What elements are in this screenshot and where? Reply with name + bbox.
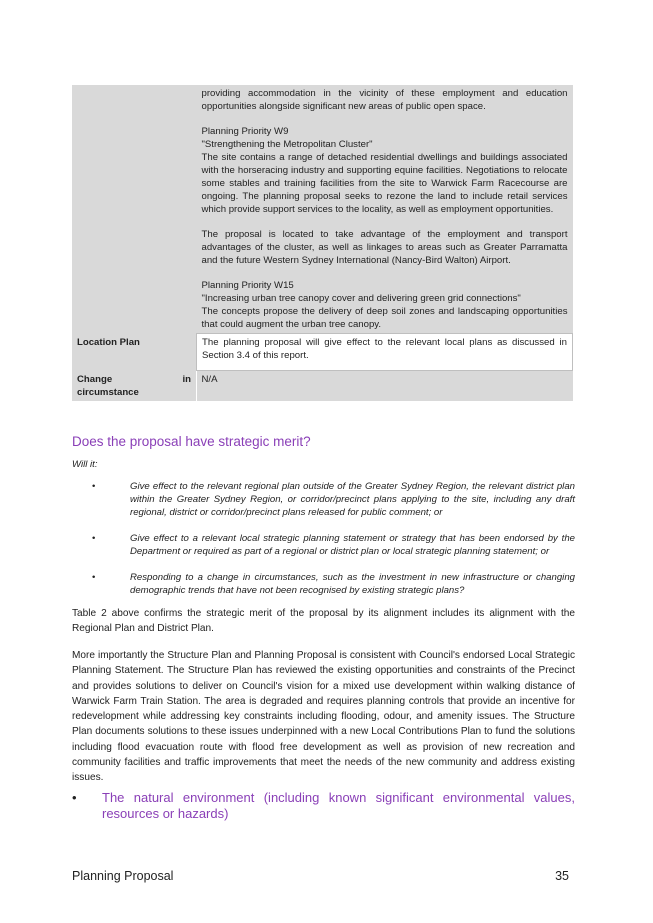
criteria-list [72,480,575,610]
bullet-symbol: • [92,533,96,544]
table-row [72,85,573,334]
row-label-change-in-circumstance [72,371,196,401]
body-paragraph: More importantly the Structure Plan and Planning Proposal is consistent with Council's endorsed Local Strategic Planning Statement. The Structure Plan has reviewed the existing opportunities and constraints of the Precinct and provides solutions to deliver on Council's vision for a mixed use development within walking distance of Warwick Farm Train Station. The area is degraded and requires planning controls that provide an incentive for redevelopment while addressing key constraints including flooding, odour, and amenity issues. The Structure Plan documents solutions to these issues underpinned with a new Local Contributions Plan to fund the solutions including flood evacuation route with flood free development as well as provision of new recreation and community facilities and traffic improvements that meet the needs of the new community and address existing issues. [72,650,575,784]
table-paragraph [202,87,568,113]
label-word: Change [77,373,113,385]
bullet-symbol: • [92,572,96,583]
paragraph-text: The concepts propose the delivery of deep soil zones and landscaping opportunities that could augment the urban tree canopy. [201,306,568,330]
row-content: N/A [197,371,573,401]
paragraph-text: The site contains a range of detached residential dwellings and buildings associated with the horseracing industry and supporting equine facilities. Negotiations to relocate some stables and training facilities from the site to Warwick Farm Racecourse are ongoing. The planning proposal seeks to rezone the land to include retail services which provide support services to the locality, as well as employment opportunities. [201,152,568,215]
priority-subtitle: "Increasing urban tree canopy cover and delivering green grid connections" [201,293,521,304]
table-row [72,334,573,371]
bullet-symbol: • [92,481,96,492]
page-number: 35 [555,869,569,883]
label-word: circumstance [77,386,139,398]
subsection-bullet-text: The natural environment (including known significant environmental values, resources or hazards) [102,790,575,821]
footer-title: Planning Proposal [72,869,174,883]
page-footer [72,869,569,883]
label-word: in [182,373,191,385]
table-paragraph [202,228,568,267]
table-paragraph [202,279,568,331]
body-paragraph: Table 2 above confirms the strategic merit of the proposal by its alignment includes its alignment with the Regional Plan and District Plan. [72,608,575,635]
strategic-plan-table [72,85,573,401]
list-item-text: Responding to a change in circumstances, such as the investment in new infrastructure or changing demographic trends that have not been recognised by existing strategic plans? [130,572,575,596]
list-item [72,571,575,597]
paragraph-text: The proposal is located to take advantage of the employment and transport advantages of the cluster, as well as linkages to areas such as Greater Parramatta and the future Western Sydney International (Nancy-Bird Walton) Airport. [201,229,568,266]
row-label-location-plan: Location Plan [72,334,197,371]
will-it-label: Will it: [72,459,98,470]
list-item-text: Give effect to the relevant regional plan outside of the Greater Sydney Region, the relevant district plan within the Greater Sydney Region, or corridor/precinct plans applying to the site, including any draft regional, district or corridor/precinct plans released for public comment; or [130,481,575,518]
list-item [72,532,575,558]
bullet-symbol: • [72,790,77,805]
table-row [72,371,573,401]
priority-title: Planning Priority W9 [201,126,289,137]
priority-subtitle: "Strengthening the Metropolitan Cluster" [201,139,373,150]
paragraph-text: providing accommodation in the vicinity of these employment and education opportunities alongside significant new areas of public open space. [201,88,568,112]
list-item [72,480,575,519]
row-label-empty [72,85,197,334]
row-content: The planning proposal will give effect to the relevant local plans as discussed in Section 3.4 of this report. [197,334,573,371]
list-item-text: Give effect to a relevant local strategic planning statement or strategy that has been endorsed by the Department or required as part of a regional or district plan or local strategic planning statement; or [130,533,575,557]
priority-title: Planning Priority W15 [201,280,294,291]
row-content [197,85,573,334]
subsection-bullet [72,790,575,822]
table-paragraph [202,125,568,216]
section-heading: Does the proposal have strategic merit? [72,434,311,449]
